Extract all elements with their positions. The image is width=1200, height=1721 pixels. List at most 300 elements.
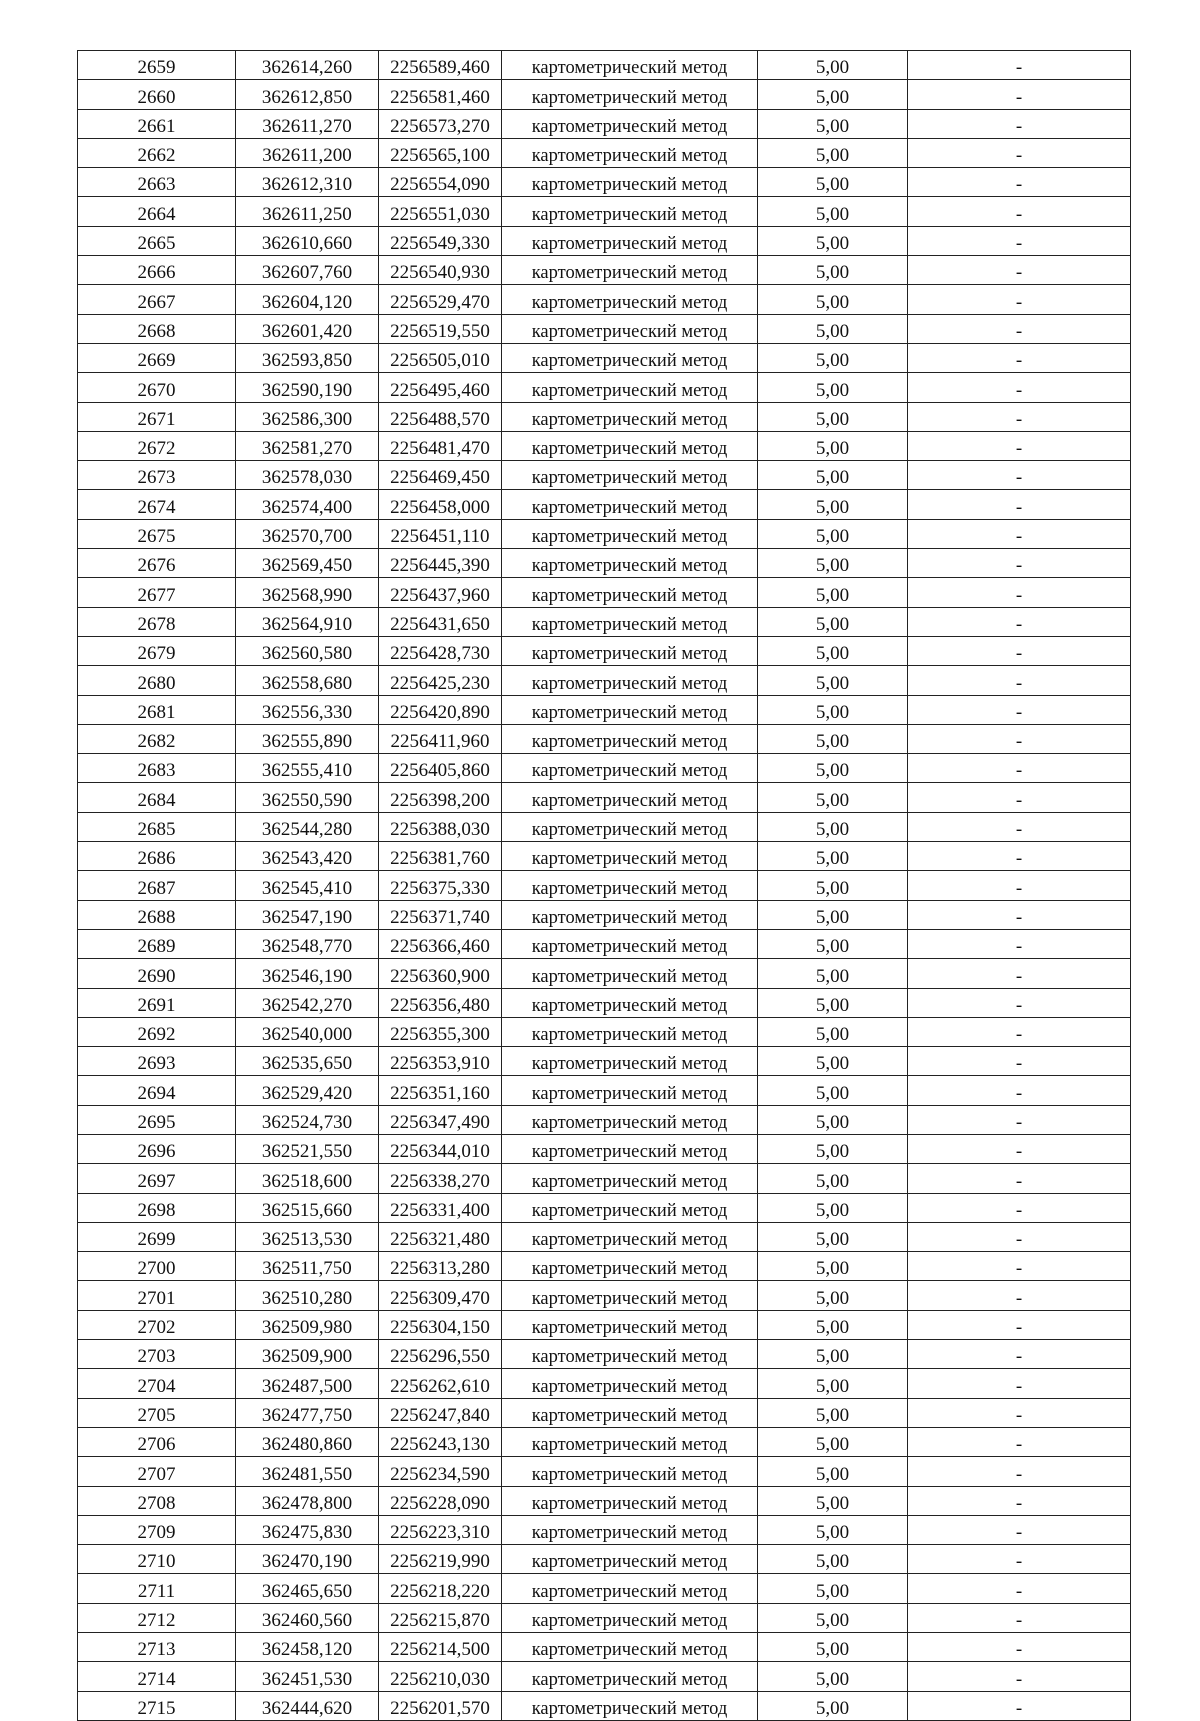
x-coordinate-cell: 362540,000 xyxy=(236,1017,379,1046)
description-cell: - xyxy=(908,314,1131,343)
y-coordinate-cell: 2256375,330 xyxy=(379,871,502,900)
coordinates-table xyxy=(77,50,1131,1721)
x-coordinate-cell: 362451,530 xyxy=(236,1662,379,1691)
method-cell: картометрический метод xyxy=(502,900,758,929)
y-coordinate-cell: 2256398,200 xyxy=(379,783,502,812)
method-cell: картометрический метод xyxy=(502,959,758,988)
accuracy-cell: 5,00 xyxy=(758,1164,908,1193)
point-number-cell: 2702 xyxy=(78,1310,236,1339)
y-coordinate-cell: 2256445,390 xyxy=(379,549,502,578)
table-row xyxy=(78,959,1131,988)
y-coordinate-cell: 2256338,270 xyxy=(379,1164,502,1193)
x-coordinate-cell: 362547,190 xyxy=(236,900,379,929)
table-row xyxy=(78,1164,1131,1193)
table-row xyxy=(78,549,1131,578)
y-coordinate-cell: 2256243,130 xyxy=(379,1427,502,1456)
point-number-cell: 2671 xyxy=(78,402,236,431)
y-coordinate-cell: 2256313,280 xyxy=(379,1252,502,1281)
method-cell: картометрический метод xyxy=(502,1017,758,1046)
point-number-cell: 2700 xyxy=(78,1252,236,1281)
accuracy-cell: 5,00 xyxy=(758,959,908,988)
point-number-cell: 2663 xyxy=(78,168,236,197)
accuracy-cell: 5,00 xyxy=(758,1691,908,1720)
point-number-cell: 2708 xyxy=(78,1486,236,1515)
description-cell: - xyxy=(908,1545,1131,1574)
x-coordinate-cell: 362607,760 xyxy=(236,256,379,285)
point-number-cell: 2714 xyxy=(78,1662,236,1691)
x-coordinate-cell: 362558,680 xyxy=(236,666,379,695)
accuracy-cell: 5,00 xyxy=(758,1545,908,1574)
accuracy-cell: 5,00 xyxy=(758,1603,908,1632)
table-row xyxy=(78,578,1131,607)
point-number-cell: 2661 xyxy=(78,109,236,138)
table-row xyxy=(78,1017,1131,1046)
x-coordinate-cell: 362604,120 xyxy=(236,285,379,314)
accuracy-cell: 5,00 xyxy=(758,256,908,285)
description-cell: - xyxy=(908,1603,1131,1632)
method-cell: картометрический метод xyxy=(502,1310,758,1339)
table-row xyxy=(78,1281,1131,1310)
description-cell: - xyxy=(908,138,1131,167)
x-coordinate-cell: 362610,660 xyxy=(236,226,379,255)
table-row xyxy=(78,988,1131,1017)
point-number-cell: 2690 xyxy=(78,959,236,988)
x-coordinate-cell: 362570,700 xyxy=(236,519,379,548)
x-coordinate-cell: 362509,980 xyxy=(236,1310,379,1339)
x-coordinate-cell: 362611,250 xyxy=(236,197,379,226)
y-coordinate-cell: 2256331,400 xyxy=(379,1193,502,1222)
point-number-cell: 2692 xyxy=(78,1017,236,1046)
description-cell: - xyxy=(908,256,1131,285)
y-coordinate-cell: 2256215,870 xyxy=(379,1603,502,1632)
accuracy-cell: 5,00 xyxy=(758,1047,908,1076)
accuracy-cell: 5,00 xyxy=(758,636,908,665)
x-coordinate-cell: 362564,910 xyxy=(236,607,379,636)
y-coordinate-cell: 2256219,990 xyxy=(379,1545,502,1574)
x-coordinate-cell: 362477,750 xyxy=(236,1398,379,1427)
point-number-cell: 2672 xyxy=(78,431,236,460)
x-coordinate-cell: 362481,550 xyxy=(236,1457,379,1486)
table-row xyxy=(78,226,1131,255)
accuracy-cell: 5,00 xyxy=(758,1427,908,1456)
accuracy-cell: 5,00 xyxy=(758,1310,908,1339)
accuracy-cell: 5,00 xyxy=(758,607,908,636)
y-coordinate-cell: 2256321,480 xyxy=(379,1222,502,1251)
x-coordinate-cell: 362555,410 xyxy=(236,754,379,783)
accuracy-cell: 5,00 xyxy=(758,1662,908,1691)
description-cell: - xyxy=(908,168,1131,197)
table-row xyxy=(78,666,1131,695)
description-cell: - xyxy=(908,1515,1131,1544)
x-coordinate-cell: 362509,900 xyxy=(236,1340,379,1369)
description-cell: - xyxy=(908,1369,1131,1398)
point-number-cell: 2679 xyxy=(78,636,236,665)
description-cell: - xyxy=(908,900,1131,929)
y-coordinate-cell: 2256355,300 xyxy=(379,1017,502,1046)
table-row xyxy=(78,1486,1131,1515)
method-cell: картометрический метод xyxy=(502,1603,758,1632)
y-coordinate-cell: 2256458,000 xyxy=(379,490,502,519)
table-row xyxy=(78,1134,1131,1163)
y-coordinate-cell: 2256228,090 xyxy=(379,1486,502,1515)
method-cell: картометрический метод xyxy=(502,871,758,900)
y-coordinate-cell: 2256381,760 xyxy=(379,842,502,871)
accuracy-cell: 5,00 xyxy=(758,461,908,490)
method-cell: картометрический метод xyxy=(502,197,758,226)
method-cell: картометрический метод xyxy=(502,578,758,607)
x-coordinate-cell: 362586,300 xyxy=(236,402,379,431)
accuracy-cell: 5,00 xyxy=(758,1017,908,1046)
point-number-cell: 2694 xyxy=(78,1076,236,1105)
description-cell: - xyxy=(908,1105,1131,1134)
y-coordinate-cell: 2256353,910 xyxy=(379,1047,502,1076)
accuracy-cell: 5,00 xyxy=(758,490,908,519)
method-cell: картометрический метод xyxy=(502,666,758,695)
method-cell: картометрический метод xyxy=(502,636,758,665)
point-number-cell: 2703 xyxy=(78,1340,236,1369)
description-cell: - xyxy=(908,519,1131,548)
accuracy-cell: 5,00 xyxy=(758,695,908,724)
table-row xyxy=(78,929,1131,958)
table-row xyxy=(78,109,1131,138)
description-cell: - xyxy=(908,549,1131,578)
description-cell: - xyxy=(908,1134,1131,1163)
point-number-cell: 2711 xyxy=(78,1574,236,1603)
description-cell: - xyxy=(908,402,1131,431)
description-cell: - xyxy=(908,695,1131,724)
x-coordinate-cell: 362524,730 xyxy=(236,1105,379,1134)
method-cell: картометрический метод xyxy=(502,490,758,519)
method-cell: картометрический метод xyxy=(502,1691,758,1720)
x-coordinate-cell: 362458,120 xyxy=(236,1633,379,1662)
table-row xyxy=(78,1222,1131,1251)
accuracy-cell: 5,00 xyxy=(758,666,908,695)
y-coordinate-cell: 2256210,030 xyxy=(379,1662,502,1691)
y-coordinate-cell: 2256344,010 xyxy=(379,1134,502,1163)
method-cell: картометрический метод xyxy=(502,1105,758,1134)
method-cell: картометрический метод xyxy=(502,51,758,80)
point-number-cell: 2701 xyxy=(78,1281,236,1310)
method-cell: картометрический метод xyxy=(502,1398,758,1427)
method-cell: картометрический метод xyxy=(502,1193,758,1222)
table-row xyxy=(78,754,1131,783)
x-coordinate-cell: 362513,530 xyxy=(236,1222,379,1251)
y-coordinate-cell: 2256565,100 xyxy=(379,138,502,167)
description-cell: - xyxy=(908,1076,1131,1105)
description-cell: - xyxy=(908,373,1131,402)
y-coordinate-cell: 2256540,930 xyxy=(379,256,502,285)
point-number-cell: 2685 xyxy=(78,812,236,841)
point-number-cell: 2684 xyxy=(78,783,236,812)
point-number-cell: 2704 xyxy=(78,1369,236,1398)
description-cell: - xyxy=(908,607,1131,636)
accuracy-cell: 5,00 xyxy=(758,138,908,167)
point-number-cell: 2689 xyxy=(78,929,236,958)
method-cell: картометрический метод xyxy=(502,402,758,431)
point-number-cell: 2695 xyxy=(78,1105,236,1134)
point-number-cell: 2712 xyxy=(78,1603,236,1632)
accuracy-cell: 5,00 xyxy=(758,226,908,255)
method-cell: картометрический метод xyxy=(502,783,758,812)
description-cell: - xyxy=(908,871,1131,900)
method-cell: картометрический метод xyxy=(502,519,758,548)
accuracy-cell: 5,00 xyxy=(758,842,908,871)
method-cell: картометрический метод xyxy=(502,1545,758,1574)
y-coordinate-cell: 2256425,230 xyxy=(379,666,502,695)
accuracy-cell: 5,00 xyxy=(758,1398,908,1427)
accuracy-cell: 5,00 xyxy=(758,1340,908,1369)
y-coordinate-cell: 2256247,840 xyxy=(379,1398,502,1427)
x-coordinate-cell: 362475,830 xyxy=(236,1515,379,1544)
table-row xyxy=(78,783,1131,812)
y-coordinate-cell: 2256519,550 xyxy=(379,314,502,343)
description-cell: - xyxy=(908,1281,1131,1310)
point-number-cell: 2693 xyxy=(78,1047,236,1076)
x-coordinate-cell: 362470,190 xyxy=(236,1545,379,1574)
accuracy-cell: 5,00 xyxy=(758,402,908,431)
description-cell: - xyxy=(908,959,1131,988)
description-cell: - xyxy=(908,754,1131,783)
x-coordinate-cell: 362546,190 xyxy=(236,959,379,988)
x-coordinate-cell: 362560,580 xyxy=(236,636,379,665)
y-coordinate-cell: 2256437,960 xyxy=(379,578,502,607)
method-cell: картометрический метод xyxy=(502,1662,758,1691)
accuracy-cell: 5,00 xyxy=(758,285,908,314)
table-row xyxy=(78,1633,1131,1662)
y-coordinate-cell: 2256405,860 xyxy=(379,754,502,783)
description-cell: - xyxy=(908,578,1131,607)
y-coordinate-cell: 2256431,650 xyxy=(379,607,502,636)
method-cell: картометрический метод xyxy=(502,373,758,402)
method-cell: картометрический метод xyxy=(502,1486,758,1515)
y-coordinate-cell: 2256411,960 xyxy=(379,724,502,753)
description-cell: - xyxy=(908,431,1131,460)
x-coordinate-cell: 362480,860 xyxy=(236,1427,379,1456)
table-row xyxy=(78,607,1131,636)
point-number-cell: 2680 xyxy=(78,666,236,695)
table-row xyxy=(78,812,1131,841)
table-row xyxy=(78,1252,1131,1281)
table-row xyxy=(78,1603,1131,1632)
method-cell: картометрический метод xyxy=(502,988,758,1017)
method-cell: картометрический метод xyxy=(502,549,758,578)
method-cell: картометрический метод xyxy=(502,343,758,372)
accuracy-cell: 5,00 xyxy=(758,1486,908,1515)
description-cell: - xyxy=(908,461,1131,490)
accuracy-cell: 5,00 xyxy=(758,80,908,109)
table-row xyxy=(78,1457,1131,1486)
description-cell: - xyxy=(908,636,1131,665)
method-cell: картометрический метод xyxy=(502,226,758,255)
table-row xyxy=(78,842,1131,871)
method-cell: картометрический метод xyxy=(502,1076,758,1105)
table-row xyxy=(78,373,1131,402)
point-number-cell: 2683 xyxy=(78,754,236,783)
method-cell: картометрический метод xyxy=(502,138,758,167)
description-cell: - xyxy=(908,490,1131,519)
description-cell: - xyxy=(908,1574,1131,1603)
point-number-cell: 2675 xyxy=(78,519,236,548)
method-cell: картометрический метод xyxy=(502,1457,758,1486)
description-cell: - xyxy=(908,226,1131,255)
method-cell: картометрический метод xyxy=(502,256,758,285)
method-cell: картометрический метод xyxy=(502,607,758,636)
point-number-cell: 2660 xyxy=(78,80,236,109)
x-coordinate-cell: 362612,850 xyxy=(236,80,379,109)
accuracy-cell: 5,00 xyxy=(758,1515,908,1544)
point-number-cell: 2682 xyxy=(78,724,236,753)
x-coordinate-cell: 362511,750 xyxy=(236,1252,379,1281)
point-number-cell: 2669 xyxy=(78,343,236,372)
x-coordinate-cell: 362611,270 xyxy=(236,109,379,138)
description-cell: - xyxy=(908,1252,1131,1281)
point-number-cell: 2677 xyxy=(78,578,236,607)
table-row xyxy=(78,636,1131,665)
point-number-cell: 2665 xyxy=(78,226,236,255)
point-number-cell: 2697 xyxy=(78,1164,236,1193)
point-number-cell: 2667 xyxy=(78,285,236,314)
y-coordinate-cell: 2256234,590 xyxy=(379,1457,502,1486)
x-coordinate-cell: 362548,770 xyxy=(236,929,379,958)
x-coordinate-cell: 362478,800 xyxy=(236,1486,379,1515)
x-coordinate-cell: 362518,600 xyxy=(236,1164,379,1193)
method-cell: картометрический метод xyxy=(502,1164,758,1193)
method-cell: картометрический метод xyxy=(502,431,758,460)
point-number-cell: 2713 xyxy=(78,1633,236,1662)
y-coordinate-cell: 2256428,730 xyxy=(379,636,502,665)
point-number-cell: 2688 xyxy=(78,900,236,929)
table-row xyxy=(78,490,1131,519)
method-cell: картометрический метод xyxy=(502,168,758,197)
y-coordinate-cell: 2256551,030 xyxy=(379,197,502,226)
x-coordinate-cell: 362542,270 xyxy=(236,988,379,1017)
table-row xyxy=(78,402,1131,431)
table-row xyxy=(78,197,1131,226)
description-cell: - xyxy=(908,1193,1131,1222)
y-coordinate-cell: 2256262,610 xyxy=(379,1369,502,1398)
y-coordinate-cell: 2256388,030 xyxy=(379,812,502,841)
x-coordinate-cell: 362510,280 xyxy=(236,1281,379,1310)
table-row xyxy=(78,1369,1131,1398)
description-cell: - xyxy=(908,724,1131,753)
table-row xyxy=(78,1193,1131,1222)
accuracy-cell: 5,00 xyxy=(758,51,908,80)
x-coordinate-cell: 362487,500 xyxy=(236,1369,379,1398)
x-coordinate-cell: 362593,850 xyxy=(236,343,379,372)
table-row xyxy=(78,1574,1131,1603)
method-cell: картометрический метод xyxy=(502,1574,758,1603)
description-cell: - xyxy=(908,988,1131,1017)
accuracy-cell: 5,00 xyxy=(758,578,908,607)
method-cell: картометрический метод xyxy=(502,695,758,724)
description-cell: - xyxy=(908,1017,1131,1046)
point-number-cell: 2674 xyxy=(78,490,236,519)
description-cell: - xyxy=(908,929,1131,958)
accuracy-cell: 5,00 xyxy=(758,197,908,226)
table-row xyxy=(78,900,1131,929)
x-coordinate-cell: 362614,260 xyxy=(236,51,379,80)
method-cell: картометрический метод xyxy=(502,1222,758,1251)
method-cell: картометрический метод xyxy=(502,1134,758,1163)
description-cell: - xyxy=(908,842,1131,871)
x-coordinate-cell: 362569,450 xyxy=(236,549,379,578)
method-cell: картометрический метод xyxy=(502,1369,758,1398)
x-coordinate-cell: 362529,420 xyxy=(236,1076,379,1105)
accuracy-cell: 5,00 xyxy=(758,549,908,578)
description-cell: - xyxy=(908,1691,1131,1720)
accuracy-cell: 5,00 xyxy=(758,812,908,841)
description-cell: - xyxy=(908,109,1131,138)
table-row xyxy=(78,871,1131,900)
method-cell: картометрический метод xyxy=(502,842,758,871)
point-number-cell: 2673 xyxy=(78,461,236,490)
x-coordinate-cell: 362578,030 xyxy=(236,461,379,490)
method-cell: картометрический метод xyxy=(502,80,758,109)
x-coordinate-cell: 362568,990 xyxy=(236,578,379,607)
description-cell: - xyxy=(908,1427,1131,1456)
y-coordinate-cell: 2256356,480 xyxy=(379,988,502,1017)
point-number-cell: 2706 xyxy=(78,1427,236,1456)
y-coordinate-cell: 2256304,150 xyxy=(379,1310,502,1339)
accuracy-cell: 5,00 xyxy=(758,1574,908,1603)
point-number-cell: 2709 xyxy=(78,1515,236,1544)
accuracy-cell: 5,00 xyxy=(758,754,908,783)
method-cell: картометрический метод xyxy=(502,109,758,138)
coordinates-table-body xyxy=(78,51,1131,1721)
y-coordinate-cell: 2256488,570 xyxy=(379,402,502,431)
accuracy-cell: 5,00 xyxy=(758,343,908,372)
table-row xyxy=(78,51,1131,80)
x-coordinate-cell: 362521,550 xyxy=(236,1134,379,1163)
x-coordinate-cell: 362611,200 xyxy=(236,138,379,167)
method-cell: картометрический метод xyxy=(502,1633,758,1662)
point-number-cell: 2666 xyxy=(78,256,236,285)
description-cell: - xyxy=(908,1310,1131,1339)
method-cell: картометрический метод xyxy=(502,1281,758,1310)
point-number-cell: 2662 xyxy=(78,138,236,167)
table-row xyxy=(78,1662,1131,1691)
point-number-cell: 2698 xyxy=(78,1193,236,1222)
accuracy-cell: 5,00 xyxy=(758,1457,908,1486)
method-cell: картометрический метод xyxy=(502,285,758,314)
table-row xyxy=(78,1076,1131,1105)
point-number-cell: 2678 xyxy=(78,607,236,636)
table-row xyxy=(78,138,1131,167)
y-coordinate-cell: 2256351,160 xyxy=(379,1076,502,1105)
method-cell: картометрический метод xyxy=(502,1515,758,1544)
table-row xyxy=(78,695,1131,724)
accuracy-cell: 5,00 xyxy=(758,871,908,900)
table-row xyxy=(78,1105,1131,1134)
accuracy-cell: 5,00 xyxy=(758,1076,908,1105)
x-coordinate-cell: 362612,310 xyxy=(236,168,379,197)
x-coordinate-cell: 362515,660 xyxy=(236,1193,379,1222)
accuracy-cell: 5,00 xyxy=(758,724,908,753)
x-coordinate-cell: 362574,400 xyxy=(236,490,379,519)
point-number-cell: 2681 xyxy=(78,695,236,724)
description-cell: - xyxy=(908,1398,1131,1427)
accuracy-cell: 5,00 xyxy=(758,1633,908,1662)
y-coordinate-cell: 2256218,220 xyxy=(379,1574,502,1603)
method-cell: картометрический метод xyxy=(502,929,758,958)
table-row xyxy=(78,1047,1131,1076)
y-coordinate-cell: 2256554,090 xyxy=(379,168,502,197)
table-row xyxy=(78,1398,1131,1427)
point-number-cell: 2696 xyxy=(78,1134,236,1163)
point-number-cell: 2687 xyxy=(78,871,236,900)
y-coordinate-cell: 2256529,470 xyxy=(379,285,502,314)
y-coordinate-cell: 2256223,310 xyxy=(379,1515,502,1544)
